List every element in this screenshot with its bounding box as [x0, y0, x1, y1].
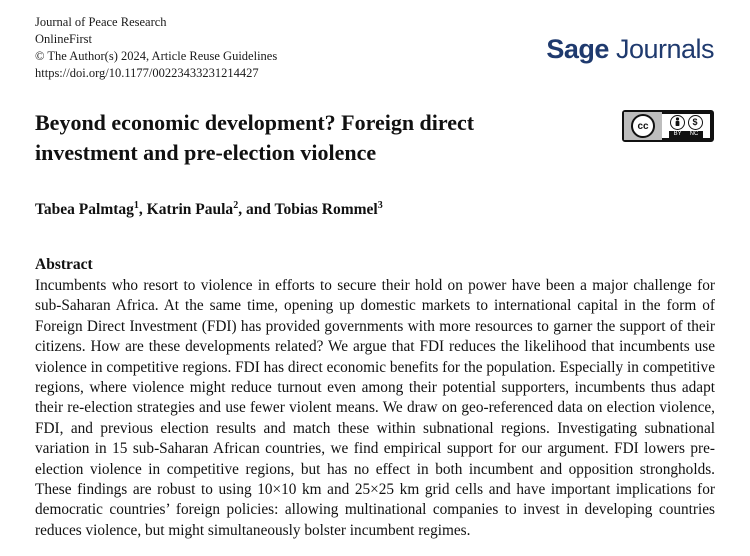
creative-commons-license-badge[interactable] [622, 110, 714, 142]
copyright-line[interactable]: © The Author(s) 2024, Article Reuse Guidelines [35, 49, 278, 63]
doi-link[interactable]: https://doi.org/10.1177/00223433231214427 [35, 66, 259, 80]
article-title: Beyond economic development? Foreign direct investment and pre-election violence [35, 110, 475, 165]
publication-status: OnlineFirst [35, 32, 92, 46]
person-icon [670, 115, 685, 130]
author-affiliation[interactable]: 3 [377, 200, 383, 211]
author-name[interactable]: Katrin Paula [146, 201, 234, 218]
author-name[interactable]: Tabea Palmtag [35, 201, 134, 218]
journal-name[interactable]: Journal of Peace Research [35, 15, 167, 29]
sage-journals-logo[interactable] [546, 34, 714, 65]
cc-icon [624, 112, 662, 140]
journal-metadata [35, 14, 277, 82]
logo-word-sage: Sage [546, 34, 609, 64]
logo-word-journals: Journals [608, 34, 714, 64]
cc-label-by: BY [673, 130, 682, 137]
no-commercial-icon: $ [688, 115, 703, 130]
cc-attribution-section [662, 114, 710, 138]
author-affiliation[interactable]: 1 [133, 200, 139, 211]
abstract-heading: Abstract [35, 256, 93, 273]
author-affiliation[interactable]: 2 [233, 200, 239, 211]
abstract-text: Incumbents who resort to violence in efforts to secure their hold on power have been a major challenge for sub-Saharan Africa. At the same time, opening up domestic markets to international capital in the form of Foreign Direct Investment (FDI) has provided governments with more resources to garner the support of their citizens. How are these developments related? We argue that FDI reduces the likelihood that incumbents use violence in competitive regions. FDI has direct economic benefits for the population. Especially in competitive regions, where violence might reduce turnout even among their potential supporters, incumbents thus adapt their re-election strategies and use fewer violent means. We draw on geo-referenced data on election violence, FDI, and previous election results and match these within subnational regions. Investigating subnational variation in 15 sub-Saharan African countries, we find empirical support for our argument. FDI lowers pre-election violence in competitive regions, but has no effect in both incumbent and opposition strongholds. These findings are robust to using 10×10 km and 25×25 km grid cells and have important implications for democratic countries’ foreign policies: allowing multinational companies to invest in developing countries reduces violence, but might simultaneously bolster incumbent regimes. [35, 277, 715, 539]
author-list [35, 200, 383, 219]
author-name[interactable]: Tobias Rommel [274, 201, 378, 218]
cc-circle: cc [631, 114, 655, 138]
author-separator: , and [238, 201, 275, 218]
cc-label-nc: NC [689, 130, 699, 137]
author-separator: , [138, 201, 147, 218]
